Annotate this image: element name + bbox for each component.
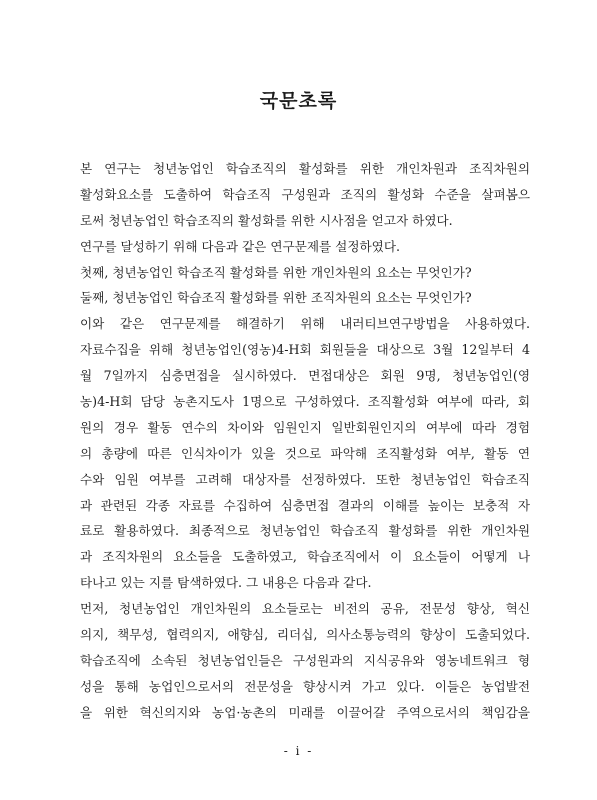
text-line: 둘째, 청년농업인 학습조직 활성화를 위한 조직차원의 요소는 무엇인가? [80,290,472,306]
text-line: 연구를 달성하기 위해 다음과 같은 연구문제를 설정하였다. [80,238,400,254]
abstract-body [80,156,530,726]
text-line: 타나고 있는 지를 탐색하였다. 그 내용은 다음과 같다. [80,575,372,591]
text-line: 수와 임원 여부를 고려해 대상자를 선정하였다. 또한 청년농업인 학습조직 [80,471,530,487]
text-line: 원의 경우 활동 연수의 차이와 임원인지 일반회원인지의 여부에 따라 경험 [80,419,530,435]
text-line: 학습조직에 소속된 청년농업인들은 구성원과의 지식공유와 영농네트워크 형 [80,652,530,668]
text-line: 본 연구는 청년농업인 학습조직의 활성화를 위한 개인차원과 조직차원의 [80,161,530,176]
text-line: 첫째, 청년농업인 학습조직 활성화를 위한 개인차원의 요소는 무엇인가? [80,264,472,280]
text-line: 로써 청년농업인 학습조직의 활성화를 위한 시사점을 얻고자 하였다. [80,212,453,228]
text-line: 을 위한 혁신의지와 농업·농촌의 미래를 이끌어갈 주역으로서의 책임감을 [80,704,530,720]
text-line: 먼저, 청년농업인 개인차원의 요소들로는 비전의 공유, 전문성 향상, 혁신 [80,601,530,617]
text-line: 과 조직차원의 요소들을 도출하였고, 학습조직에서 이 요소들이 어떻게 나 [80,549,530,565]
text-line: 자료수집을 위해 청년농업인(영농)4-H회 회원들을 대상으로 3월 12일부터 4 [80,342,530,358]
text-line: 월 7일까지 심층면접을 실시하였다. 면접대상은 회원 9명, 청년농업인(영 [80,368,530,384]
page-number: - i - [283,744,314,758]
text-line: 이와 같은 연구문제를 해결하기 위해 내러티브연구방법을 사용하였다. [80,316,530,332]
text-line: 활성화요소를 도출하여 학습조직 구성원과 조직의 활성화 수준을 살펴봄으 [80,186,530,202]
text-line: 농)4-H회 담당 농촌지도사 1명으로 구성하였다. 조직활성화 여부에 따라, 회 [80,394,530,410]
text-line: 료로 활용하였다. 최종적으로 청년농업인 학습조직 활성화를 위한 개인차원 [80,523,530,539]
text-line: 과 관련된 각종 자료를 수집하여 심층면접 결과의 이해를 높이는 보충적 자 [80,497,530,513]
text-line: 의지, 책무성, 협력의지, 애향심, 리더십, 의사소통능력의 향상이 도출되었다. [80,627,530,643]
text-line: 성을 통해 농업인으로서의 전문성을 향상시켜 가고 있다. 이들은 농업발전 [80,678,530,694]
page-title: 국문초록 [259,90,338,112]
text-line: 의 총량에 따른 인식차이가 있을 것으로 파악해 조직활성화 여부, 활동 연 [80,445,530,461]
